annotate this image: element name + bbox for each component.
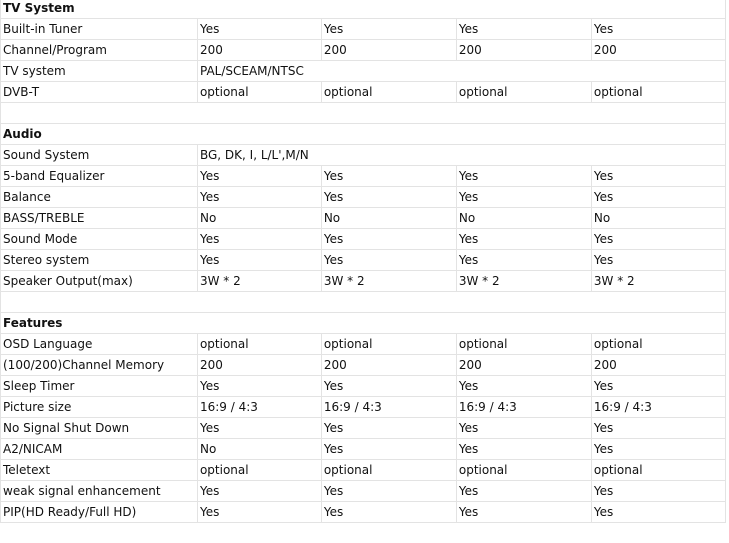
value-cell: Yes (197, 166, 321, 187)
table-row (1, 40, 726, 61)
value-cell: Yes (456, 376, 591, 397)
row-label: weak signal enhancement (1, 481, 198, 502)
row-label: Built-in Tuner (1, 19, 198, 40)
value-cell: optional (197, 460, 321, 481)
value-cell: Yes (197, 250, 321, 271)
table-row (1, 397, 726, 418)
table-row (1, 439, 726, 460)
value-cell: Yes (321, 19, 456, 40)
value-cell: Yes (321, 376, 456, 397)
table-row (1, 334, 726, 355)
value-cell: 16:9 / 4:3 (197, 397, 321, 418)
value-cell: 3W * 2 (591, 271, 725, 292)
value-cell: optional (197, 334, 321, 355)
value-cell: Yes (321, 250, 456, 271)
row-label: Sleep Timer (1, 376, 198, 397)
value-cell: optional (456, 334, 591, 355)
value-cell: Yes (591, 439, 725, 460)
value-cell: 16:9 / 4:3 (321, 397, 456, 418)
value-cell: Yes (591, 187, 725, 208)
value-cell: 200 (591, 40, 725, 61)
table-row (1, 166, 726, 187)
value-cell: Yes (197, 418, 321, 439)
value-cell: No (197, 208, 321, 229)
table-row (1, 19, 726, 40)
table-row (1, 145, 726, 166)
value-cell: optional (591, 460, 725, 481)
row-label: OSD Language (1, 334, 198, 355)
value-cell: Yes (456, 418, 591, 439)
row-label: PIP(HD Ready/Full HD) (1, 502, 198, 523)
value-cell: 3W * 2 (321, 271, 456, 292)
value-cell: 16:9 / 4:3 (456, 397, 591, 418)
value-cell: Yes (456, 19, 591, 40)
value-cell: Yes (456, 229, 591, 250)
value-cell: Yes (456, 439, 591, 460)
table-row (1, 271, 726, 292)
value-cell: optional (321, 334, 456, 355)
value-cell: Yes (321, 418, 456, 439)
value-cell: 200 (197, 40, 321, 61)
row-label: (100/200)Channel Memory (1, 355, 198, 376)
value-cell: 16:9 / 4:3 (591, 397, 725, 418)
value-cell: Yes (456, 187, 591, 208)
value-cell: 3W * 2 (197, 271, 321, 292)
value-cell: Yes (591, 250, 725, 271)
value-cell: Yes (591, 229, 725, 250)
value-cell: No (456, 208, 591, 229)
value-cell: No (321, 208, 456, 229)
row-label: 5-band Equalizer (1, 166, 198, 187)
table-row (1, 82, 726, 103)
value-cell: 200 (456, 40, 591, 61)
value-cell: Yes (197, 187, 321, 208)
value-cell: optional (456, 82, 591, 103)
table-row (1, 418, 726, 439)
value-cell: Yes (456, 250, 591, 271)
table-row (1, 460, 726, 481)
table-row (1, 376, 726, 397)
table-row (1, 229, 726, 250)
value-cell: Yes (456, 481, 591, 502)
value-cell: Yes (321, 229, 456, 250)
value-cell: 200 (197, 355, 321, 376)
value-cell: optional (456, 460, 591, 481)
row-label: Teletext (1, 460, 198, 481)
row-label: DVB-T (1, 82, 198, 103)
value-cell: 200 (591, 355, 725, 376)
value-cell: optional (321, 82, 456, 103)
section-title: TV System (1, 0, 726, 19)
value-cell: Yes (321, 502, 456, 523)
row-label: No Signal Shut Down (1, 418, 198, 439)
value-cell: Yes (456, 166, 591, 187)
value-cell: 200 (321, 40, 456, 61)
spacer-row (1, 103, 726, 124)
value-cell: 200 (456, 355, 591, 376)
table-row (1, 187, 726, 208)
value-cell: Yes (591, 19, 725, 40)
table-row (1, 208, 726, 229)
table-row (1, 481, 726, 502)
value-cell: Yes (321, 187, 456, 208)
value-cell: 200 (321, 355, 456, 376)
row-label: A2/NICAM (1, 439, 198, 460)
row-label: Sound System (1, 145, 198, 166)
value-cell: Yes (321, 439, 456, 460)
value-cell: optional (591, 82, 725, 103)
spacer-cell (1, 292, 726, 313)
table-row (1, 61, 726, 82)
row-label: BASS/TREBLE (1, 208, 198, 229)
value-cell: Yes (197, 229, 321, 250)
value-cell: Yes (321, 481, 456, 502)
section-header-row (1, 313, 726, 334)
value-cell: optional (591, 334, 725, 355)
value-cell: optional (321, 460, 456, 481)
value-cell: Yes (591, 376, 725, 397)
row-label: Sound Mode (1, 229, 198, 250)
value-cell: Yes (321, 166, 456, 187)
value-cell: Yes (591, 481, 725, 502)
row-label: Channel/Program (1, 40, 198, 61)
table-row (1, 250, 726, 271)
section-header-row (1, 0, 726, 19)
value-cell: No (197, 439, 321, 460)
row-label: Stereo system (1, 250, 198, 271)
row-label: Speaker Output(max) (1, 271, 198, 292)
value-cell: Yes (591, 418, 725, 439)
spacer-cell (1, 103, 726, 124)
value-cell: Yes (591, 166, 725, 187)
section-title: Features (1, 313, 726, 334)
value-cell: 3W * 2 (456, 271, 591, 292)
value-cell: Yes (456, 502, 591, 523)
table-row (1, 355, 726, 376)
value-cell: Yes (197, 19, 321, 40)
value-cell: No (591, 208, 725, 229)
value-cell: Yes (197, 502, 321, 523)
row-label: Balance (1, 187, 198, 208)
value-cell: optional (197, 82, 321, 103)
row-label: TV system (1, 61, 198, 82)
spec-table-body (1, 0, 726, 523)
spacer-row (1, 292, 726, 313)
value-cell: Yes (591, 502, 725, 523)
merged-value-cell: BG, DK, I, L/L',M/N (197, 145, 725, 166)
value-cell: Yes (197, 376, 321, 397)
section-title: Audio (1, 124, 726, 145)
merged-value-cell: PAL/SCEAM/NTSC (197, 61, 725, 82)
value-cell: Yes (197, 481, 321, 502)
table-row (1, 502, 726, 523)
row-label: Picture size (1, 397, 198, 418)
section-header-row (1, 124, 726, 145)
